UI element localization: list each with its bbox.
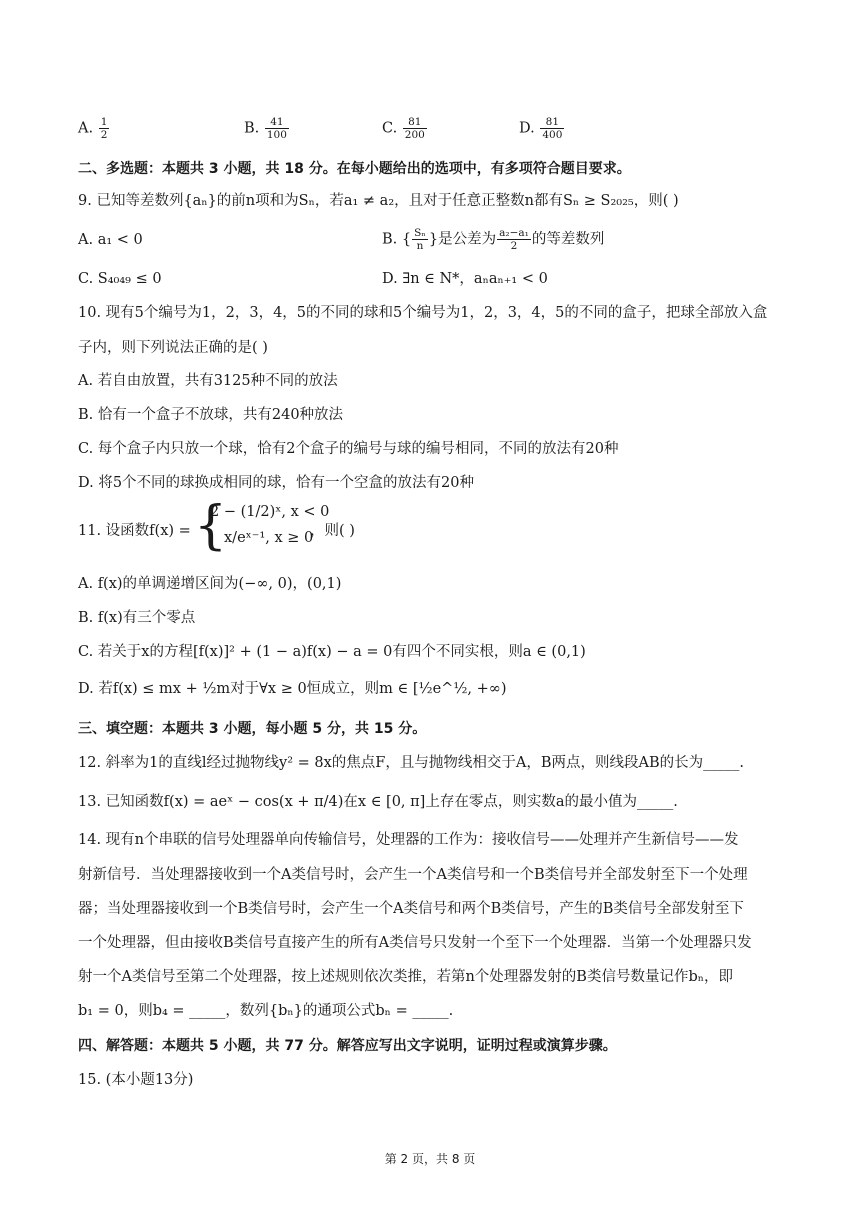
question-11-option-d: D. 若f(x) ≤ mx + ½m对于∀x ≥ 0恒成立，则m ∈ [½e^½, +∞) [78, 681, 507, 697]
question-13: 13. 已知函数f(x) = aeˣ − cos(x + π/4)在x ∈ [0, π]上存在零点，则实数a的最小值为_____. [78, 794, 678, 810]
option-label: D. [519, 120, 540, 137]
option-label: A. [78, 120, 98, 137]
question-11-tail: ，则( ) [310, 523, 355, 539]
question-9-stem: 9. 已知等差数列{aₙ}的前n项和为Sₙ，若a₁ ≠ a₂，且对于任意正整数n都有Sₙ ≥ S₂₀₂₅，则( ) [78, 193, 679, 209]
option-text: }是公差为 [428, 231, 497, 248]
question-14-line3: 器；当处理器接收到一个B类信号时，会产生一个A类信号和两个B类信号，产生的B类信号全部发射至下 [78, 901, 744, 917]
page-footer: 第 2 页，共 8 页 [384, 1152, 476, 1166]
numerator: a₂−a₁ [499, 227, 529, 239]
question-11-option-a: A. f(x)的单调递增区间为(−∞, 0)，(0,1) [78, 576, 342, 592]
numerator: Sₙ [414, 227, 426, 239]
question-14-line6: b₁ = 0，则b₄ = _____，数列{bₙ}的通项公式bₙ = _____. [78, 1003, 454, 1019]
question-9-option-c: C. S₄₀₄₉ ≤ 0 [78, 271, 162, 287]
denominator: 2 [100, 129, 108, 141]
denominator: 400 [542, 129, 563, 141]
fraction [99, 116, 110, 141]
section-heading-multiple-choice: 二、多选题：本题共 3 小题，共 18 分。在每小题给出的选项中，有多项符合题目要求。 [78, 161, 631, 177]
question-14-line1: 14. 现有n个串联的信号处理器单向传输信号，处理器的工作为：接收信号——处理并产生新信号——发 [78, 832, 739, 848]
brace-icon: { [194, 496, 228, 556]
fraction [412, 227, 428, 252]
denominator: 100 [266, 129, 287, 141]
fraction [265, 116, 289, 141]
question-10-option-b: B. 恰有一个盒子不放球，共有240种放法 [78, 407, 344, 423]
question-10-option-d: D. 将5个不同的球换成相同的球，恰有一个空盒的放法有20种 [78, 475, 475, 491]
question-11-option-c: C. 若关于x的方程[f(x)]² + (1 − a)f(x) − a = 0有四个不同实根，则a ∈ (0,1) [78, 644, 586, 660]
q8-option-a [78, 116, 110, 141]
numerator: 81 [540, 116, 564, 129]
option-label: B. [244, 120, 264, 137]
question-11-label: 11. 设函数f(x) = [78, 523, 191, 539]
q8-option-c [382, 116, 428, 141]
piecewise-case-1: 2 − (1/2)ˣ, x < 0 [210, 504, 330, 520]
numerator: 1 [100, 116, 108, 128]
question-14-line5: 射一个A类信号至第二个处理器，按上述规则依次类推，若第n个处理器发射的B类信号数量记作bₙ，即 [78, 969, 734, 985]
question-9-option-b [382, 227, 604, 252]
question-9-option-d: D. ∃n ∈ N*，aₙaₙ₊₁ < 0 [382, 271, 548, 287]
section-heading-answer: 四、解答题：本题共 5 小题，共 77 分。解答应写出文字说明，证明过程或演算步骤。 [78, 1038, 617, 1054]
question-12: 12. 斜率为1的直线l经过抛物线y² = 8x的焦点F，且与抛物线相交于A，B两点，则线段AB的长为_____. [78, 755, 744, 771]
question-14-line2: 射新信号．当处理器接收到一个A类信号时，会产生一个A类信号和一个B类信号并全部发射至下一个处理 [78, 867, 748, 883]
question-15-heading: 15. (本小题13分) [78, 1072, 194, 1088]
question-10-option-a: A. 若自由放置，共有3125种不同的放法 [78, 373, 338, 389]
denominator: 200 [404, 129, 425, 141]
option-label: C. [382, 120, 402, 137]
question-10-stem-line2: 子内，则下列说法正确的是( ) [78, 340, 268, 356]
denominator: n [416, 240, 424, 252]
q8-option-b [244, 116, 290, 141]
q8-option-d [519, 116, 565, 141]
question-10-option-c: C. 每个盒子内只放一个球，恰有2个盒子的编号与球的编号相同，不同的放法有20种 [78, 441, 619, 457]
question-10-stem-line1: 10. 现有5个编号为1，2，3，4，5的不同的球和5个编号为1，2，3，4，5的不同的盒子，把球全部放入盒 [78, 305, 768, 321]
fraction [497, 227, 531, 252]
numerator: 81 [403, 116, 427, 129]
section-heading-fill-in: 三、填空题：本题共 3 小题，每小题 5 分，共 15 分。 [78, 721, 427, 737]
question-9-option-a: A. a₁ < 0 [78, 232, 143, 248]
question-14-line4: 一个处理器，但由接收B类信号直接产生的所有A类信号只发射一个至下一个处理器．当第一个处理器只发 [78, 935, 752, 951]
denominator: 2 [510, 240, 518, 252]
fraction [403, 116, 427, 141]
piecewise-case-2: x/eˣ⁻¹, x ≥ 0 [224, 530, 314, 546]
question-11-option-b: B. f(x)有三个零点 [78, 610, 196, 626]
numerator: 41 [265, 116, 289, 129]
option-text: 的等差数列 [531, 231, 605, 248]
option-text: B. { [382, 231, 412, 248]
fraction [540, 116, 564, 141]
